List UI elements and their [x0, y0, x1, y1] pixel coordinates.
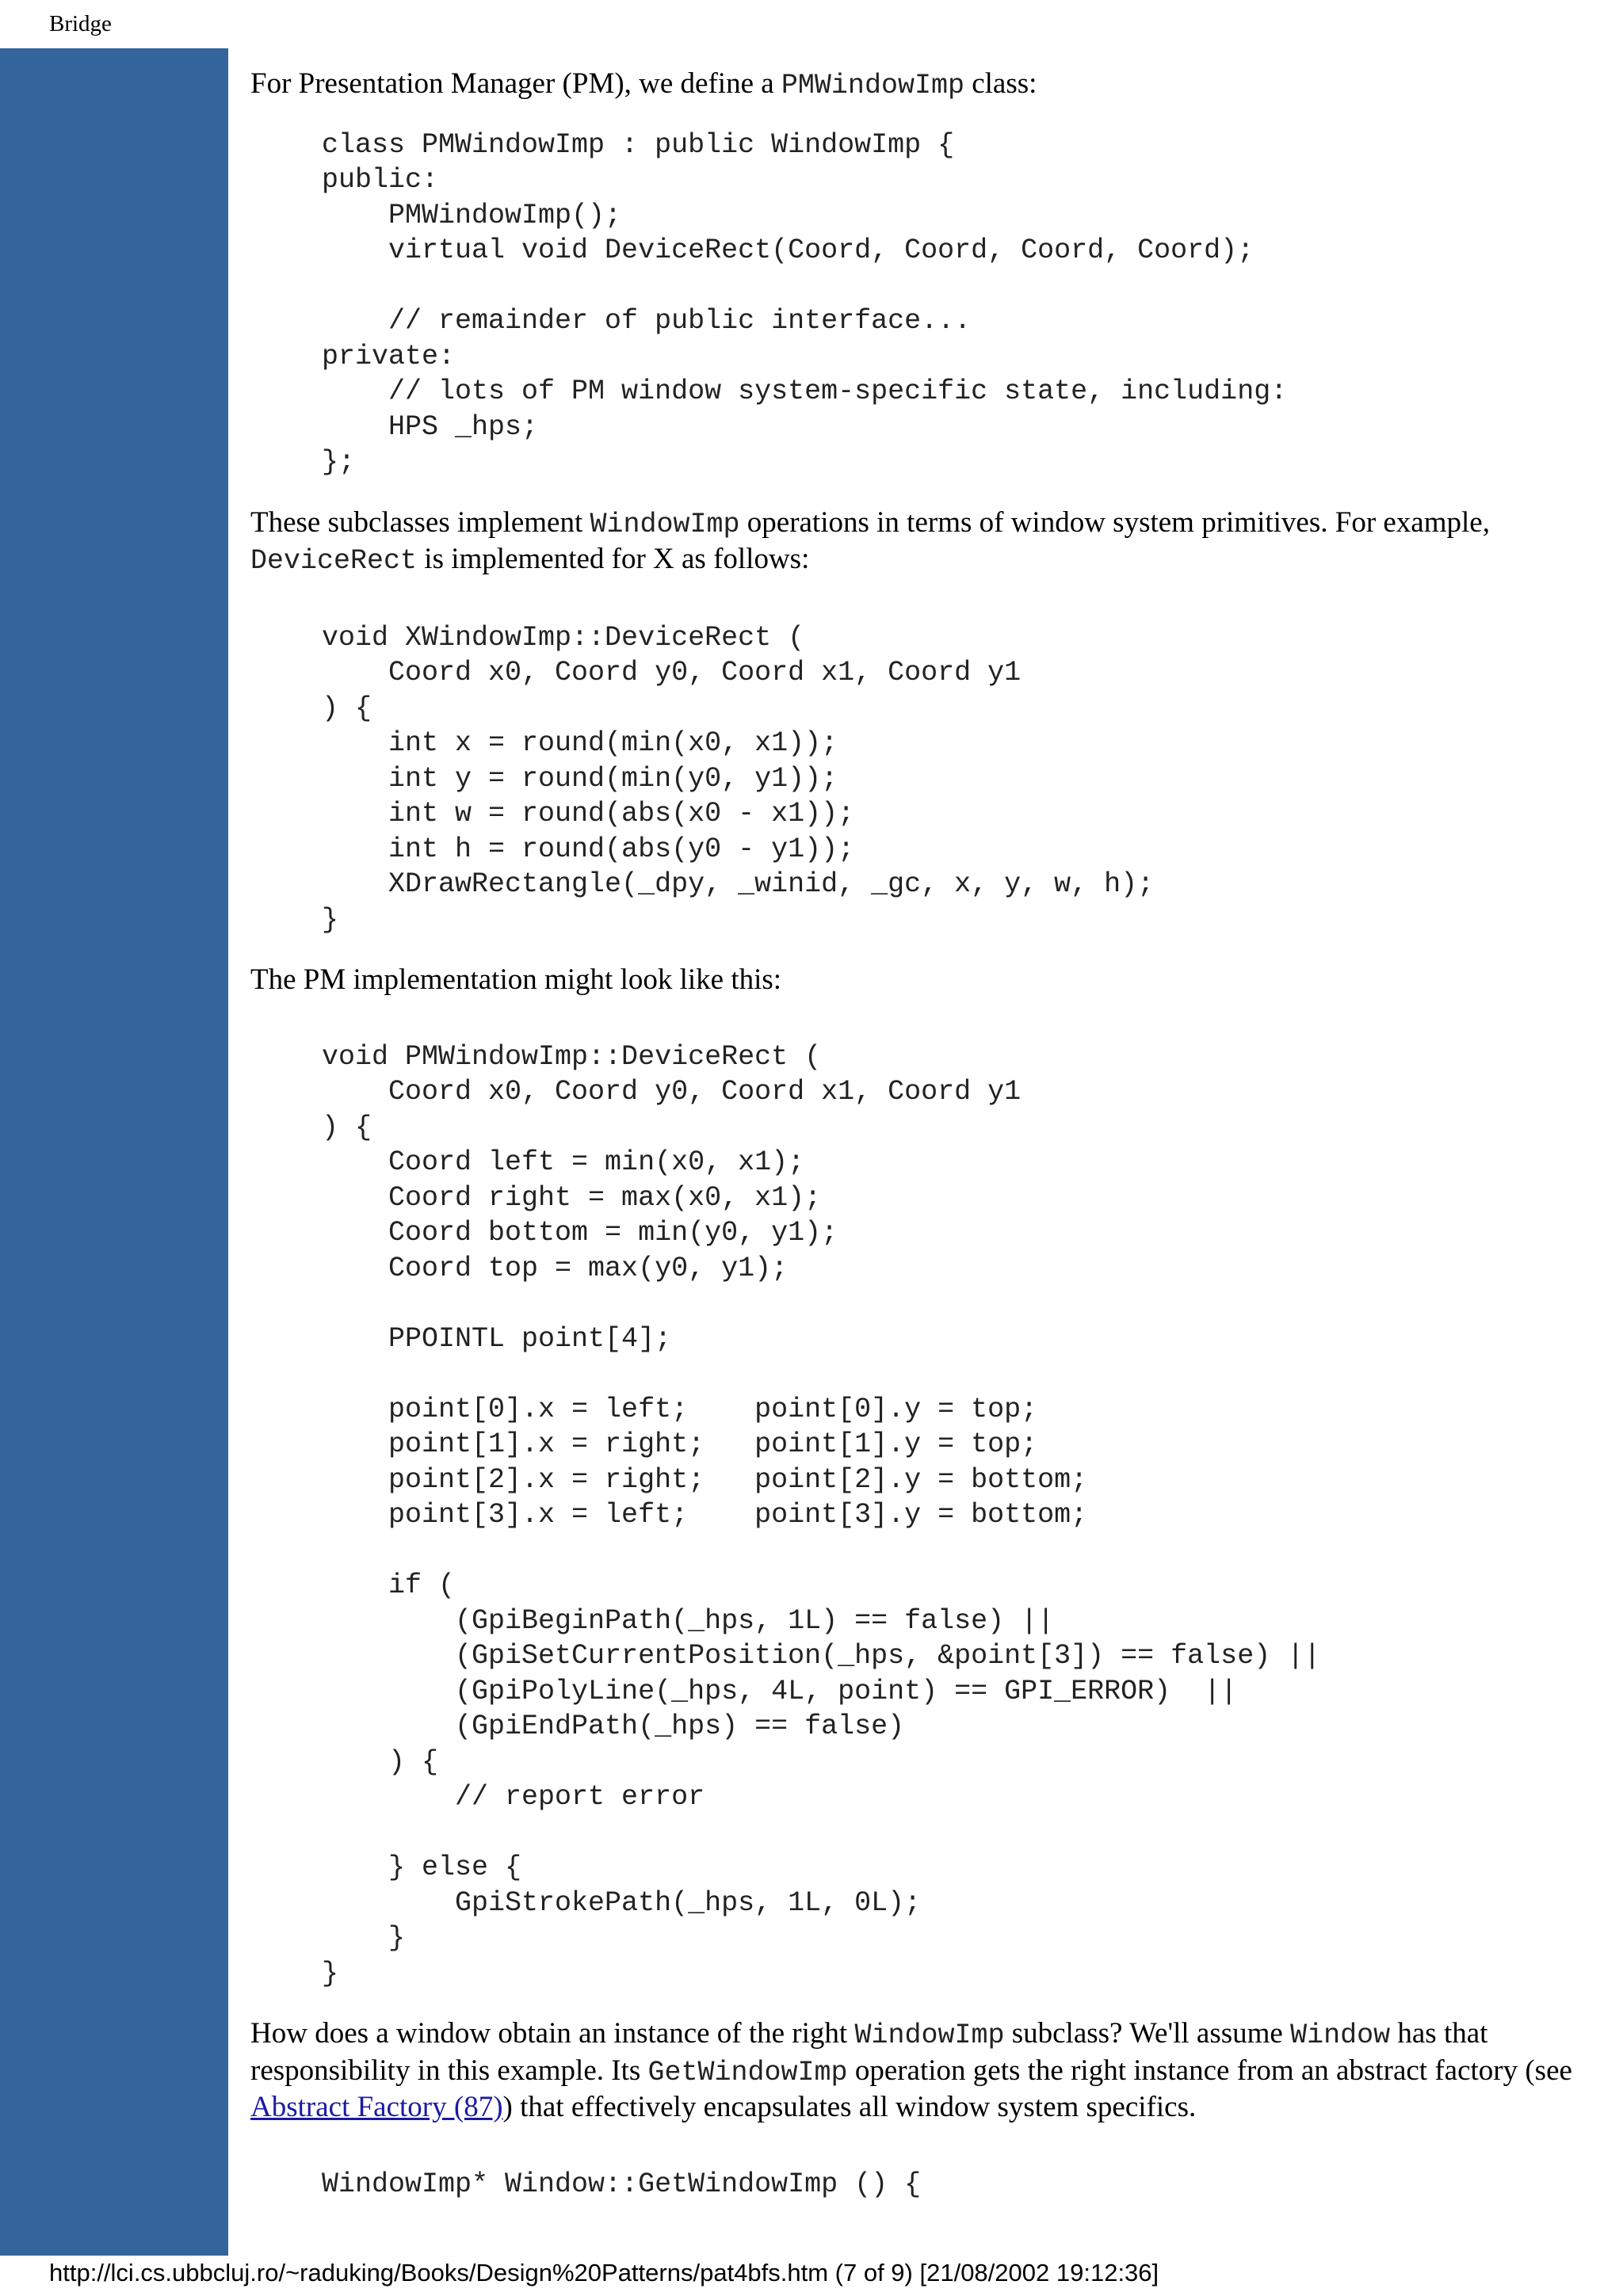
text: How does a window obtain an instance of the right: [250, 2017, 855, 2050]
code-inline: WindowImp: [854, 2019, 1005, 2051]
text: The PM implementation might look like this:: [250, 963, 782, 996]
code-inline: GetWindowImp: [647, 2056, 848, 2088]
text: ) that effectively encapsulates all window system specifics.: [502, 2091, 1197, 2123]
paragraph-pm-intro: [250, 67, 1598, 104]
paragraph-subclasses: [250, 505, 1598, 579]
sidebar-bar: [0, 48, 228, 2256]
text: subclass? We'll assume: [1004, 2017, 1291, 2050]
code-inline: PMWindowImp: [781, 70, 964, 101]
code-block-pmwindowimp-class: class PMWindowImp : public WindowImp { public: PMWindowImp(); virtual void DeviceRect(Coord, Coord, Coord, Coord); // remainder of public interface... private: // lots of PM window system-specific state, including: HPS _hps; };: [322, 128, 1288, 478]
paragraph-pm-implementation: [250, 963, 1598, 998]
text: For Presentation Manager (PM), we define a: [250, 67, 781, 100]
text: operations in terms of window system primitives. For example,: [739, 505, 1490, 539]
text: is implemented for X as follows:: [417, 543, 810, 575]
abstract-factory-link[interactable]: Abstract Factory (87): [250, 2091, 503, 2123]
text: class:: [964, 67, 1037, 100]
code-block-xwindowimp-devicerect: void XWindowImp::DeviceRect ( Coord x0, Coord y0, Coord x1, Coord y1 ) { int x = round(min(x0, x1)); int y = round(min(y0, y1)); int w = round(abs(x0 - x1)); int h = round(abs(y0 - y1)); XDrawRectangle(_dpy, _winid, _gc, x, y, w, h); }: [322, 621, 1155, 936]
page-footer-url: http://lci.cs.ubbcluj.ro/~raduking/Books/Design%20Patterns/pat4bfs.htm (7 of 9) [21/08/2002 19:12:36]: [49, 2259, 1159, 2286]
text: operation gets the right instance from an abstract factory (see: [847, 2054, 1572, 2087]
code-block-getwindowimp: WindowImp* Window::GetWindowImp () {: [322, 2168, 922, 2200]
text: These subclasses implement: [250, 505, 590, 539]
code-inline: WindowImp: [590, 508, 740, 540]
paragraph-getwindowimp: [250, 2016, 1598, 2126]
code-inline: Window: [1290, 2019, 1391, 2051]
main-content: [250, 67, 1598, 2202]
page-header-title: Bridge: [49, 11, 112, 36]
code-block-pmwindowimp-devicerect: void PMWindowImp::DeviceRect ( Coord x0, Coord y0, Coord x1, Coord y1 ) { Coord left = min(x0, x1); Coord right = max(x0, x1); Coord bottom = min(y0, y1); Coord top = max(y0, y1); PPOINTL point[4]; point[0].x = left; point[0].y = top; point[1].x = right; point[1].y = top; point[2].x = right; point[2].y = bottom; point[3].x = left; point[3].y = bottom; if ( (GpiBeginPath(_hps, 1L) == false) || (GpiSetCurrentPosition(_hps, &point[3]) == false) || (GpiPolyLine(_hps, 4L, point) == GPI_ERROR) || (GpiEndPath(_hps) == false) ) { // report error } else { GpiStrokePath(_hps, 1L, 0L); } }: [322, 1040, 1321, 1989]
code-inline: DeviceRect: [250, 545, 418, 577]
text: has that responsibility in this example. Its: [250, 2017, 1488, 2087]
